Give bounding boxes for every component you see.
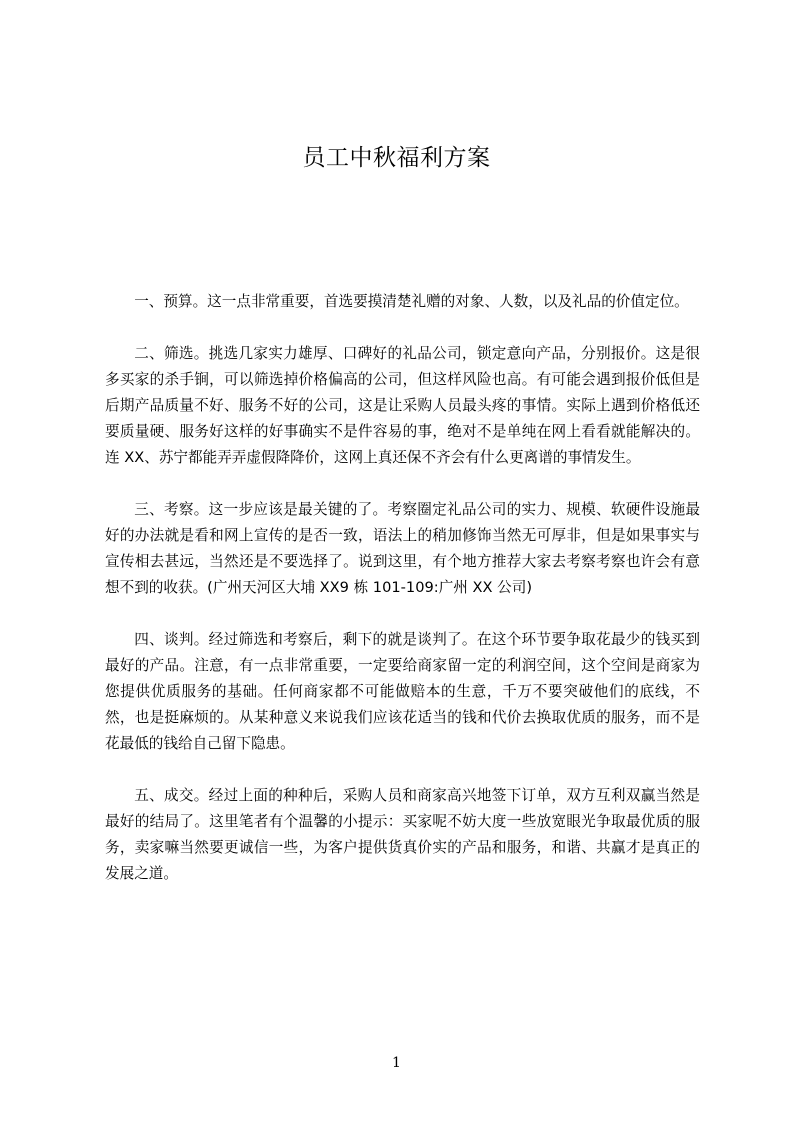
paragraph-inspection: 三、考察。这一步应该是最关键的了。考察圈定礼品公司的实力、规模、软硬件设施最好的办法就是看和网上宣传的是否一致，语法上的稍加修饰当然无可厚非，但是如果事实与宣传相去甚远，当然还是不要选择了。说到这里，有个地方推荐大家去考察考察也许会有意想不到的收获。(广州天河区大埔 XX9 栋 101-109:广州 XX 公司) <box>105 501 700 596</box>
document-body <box>105 289 700 913</box>
paragraph-screening: 二、筛选。挑选几家实力雄厚、口碑好的礼品公司，锁定意向产品，分别报价。这是很多买家的杀手锏，可以筛选掉价格偏高的公司，但这样风险也高。有可能会遇到报价低但是后期产品质量不好、服务不好的公司，这是让采购人员最头疼的事情。实际上遇到价格低还要质量硬、服务好这样的好事确实不是件容易的事，绝对不是单纯在网上看看就能解决的。连 XX、苏宁都能弄弄虚假降降价，这网上真还保不齐会有什么更离谱的事情发生。 <box>105 345 700 466</box>
document-title: 员工中秋福利方案 <box>302 145 491 171</box>
paragraph-budget: 一、预算。这一点非常重要，首选要摸清楚礼赠的对象、人数，以及礼品的价值定位。 <box>134 293 689 310</box>
paragraph-negotiation: 四、谈判。经过筛选和考察后，剩下的就是谈判了。在这个环节要争取花最少的钱买到最好的产品。注意，有一点非常重要，一定要给商家留一定的利润空间，这个空间是商家为您提供优质服务的基础。任何商家都不可能做赔本的生意，千万不要突破他们的底线，不然，也是挺麻烦的。从某种意义来说我们应该花适当的钱和代价去换取优质的服务，而不是花最低的钱给自己留下隐患。 <box>105 631 700 752</box>
paragraph-deal: 五、成交。经过上面的种种后，采购人员和商家高兴地签下订单，双方互利双赢当然是最好的结局了。这里笔者有个温馨的小提示：买家呢不妨大度一些放宽眼光争取最优质的服务，卖家嘛当然要更诚信一些，为客户提供货真价实的产品和服务，和谐、共赢才是真正的发展之道。 <box>105 787 700 882</box>
page-number: 1 <box>392 1055 401 1071</box>
